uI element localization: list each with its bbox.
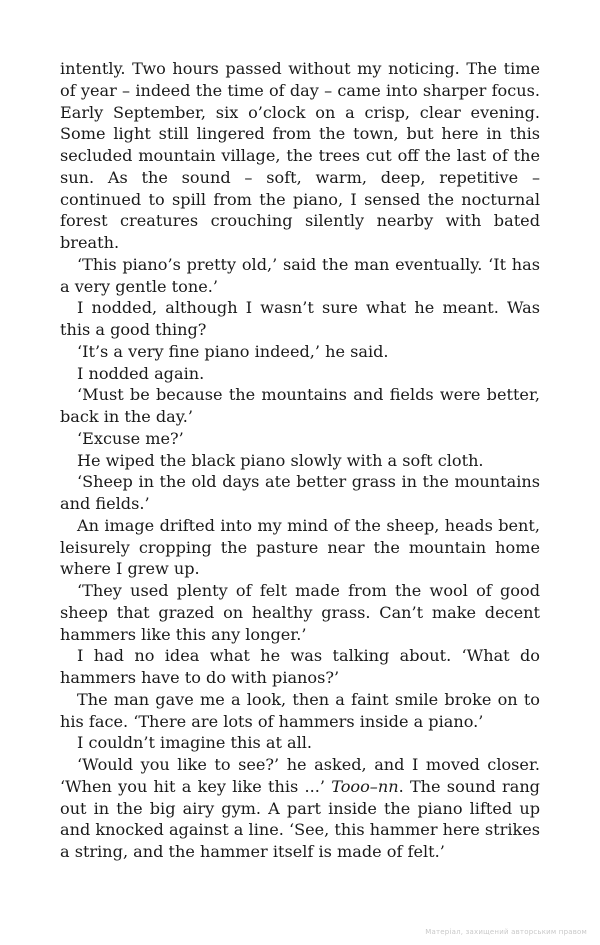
paragraph-11: ‘They used plenty of felt made from the wool of good sheep that grazed on healthy grass. Can’t make decent hammers like this any longer.’ — [60, 581, 540, 644]
paragraph-13: The man gave me a look, then a faint smile broke on to his face. ‘There are lots of hammers inside a piano.’ — [60, 689, 540, 731]
paragraph-12: I had no idea what he was talking about. ‘What do hammers have to do with pianos?’ — [60, 646, 540, 687]
paragraph-7: ‘Excuse me?’ — [77, 428, 184, 448]
paragraph-14: I couldn’t imagine this at all. — [77, 733, 313, 753]
paragraph-10: An image drifted into my mind of the sheep, heads bent, leisurely cropping the pasture near the mountain home where I grew up. — [60, 515, 540, 579]
paragraph-1: intently. Two hours passed without my noticing. The time of year – indeed the time of day – came into sharper focus. Early September, six o’clock on a crisp, clear evening. Some light still lingered from the town, but here in this secluded mountain village, the trees cut off the last of the sun. As the sound – soft, warm, deep, repetitive – continued to spill from the piano, I sensed the nocturnal forest creatures crouching silently nearby with bated breath. — [60, 59, 540, 252]
paragraph-4: ‘It’s a very fine piano indeed,’ he said. — [77, 341, 389, 361]
paragraph-15 — [60, 754, 540, 863]
paragraph-9: ‘Sheep in the old days ate better grass in the mountains and fields.’ — [60, 472, 540, 513]
paragraph-6: ‘Must be because the mountains and fields were better, back in the day.’ — [60, 385, 540, 426]
copyright-watermark: Матеріал, захищений авторським правом — [425, 928, 587, 936]
paragraph-15-end: . The sound rang out in the big airy gym. A part inside the piano lifted up and knocked against a line. ‘See, this hammer here strikes a string, and the hammer itself is made of felt.’ — [60, 776, 540, 861]
onomatopoeia-italic: Tooo–nn — [331, 776, 399, 796]
paragraph-5: I nodded again. — [77, 363, 205, 383]
paragraph-2: ‘This piano’s pretty old,’ said the man eventually. ‘It has a very gentle tone.’ — [60, 254, 540, 296]
paragraph-15-start: ‘Would you like to see?’ he asked, and I moved closer. ‘When you hit a key like this ...’ — [60, 755, 540, 796]
book-page-text — [60, 58, 540, 863]
paragraph-8: He wiped the black piano slowly with a soft cloth. — [77, 450, 484, 470]
paragraph-3: I nodded, although I wasn’t sure what he meant. Was this a good thing? — [60, 298, 540, 339]
